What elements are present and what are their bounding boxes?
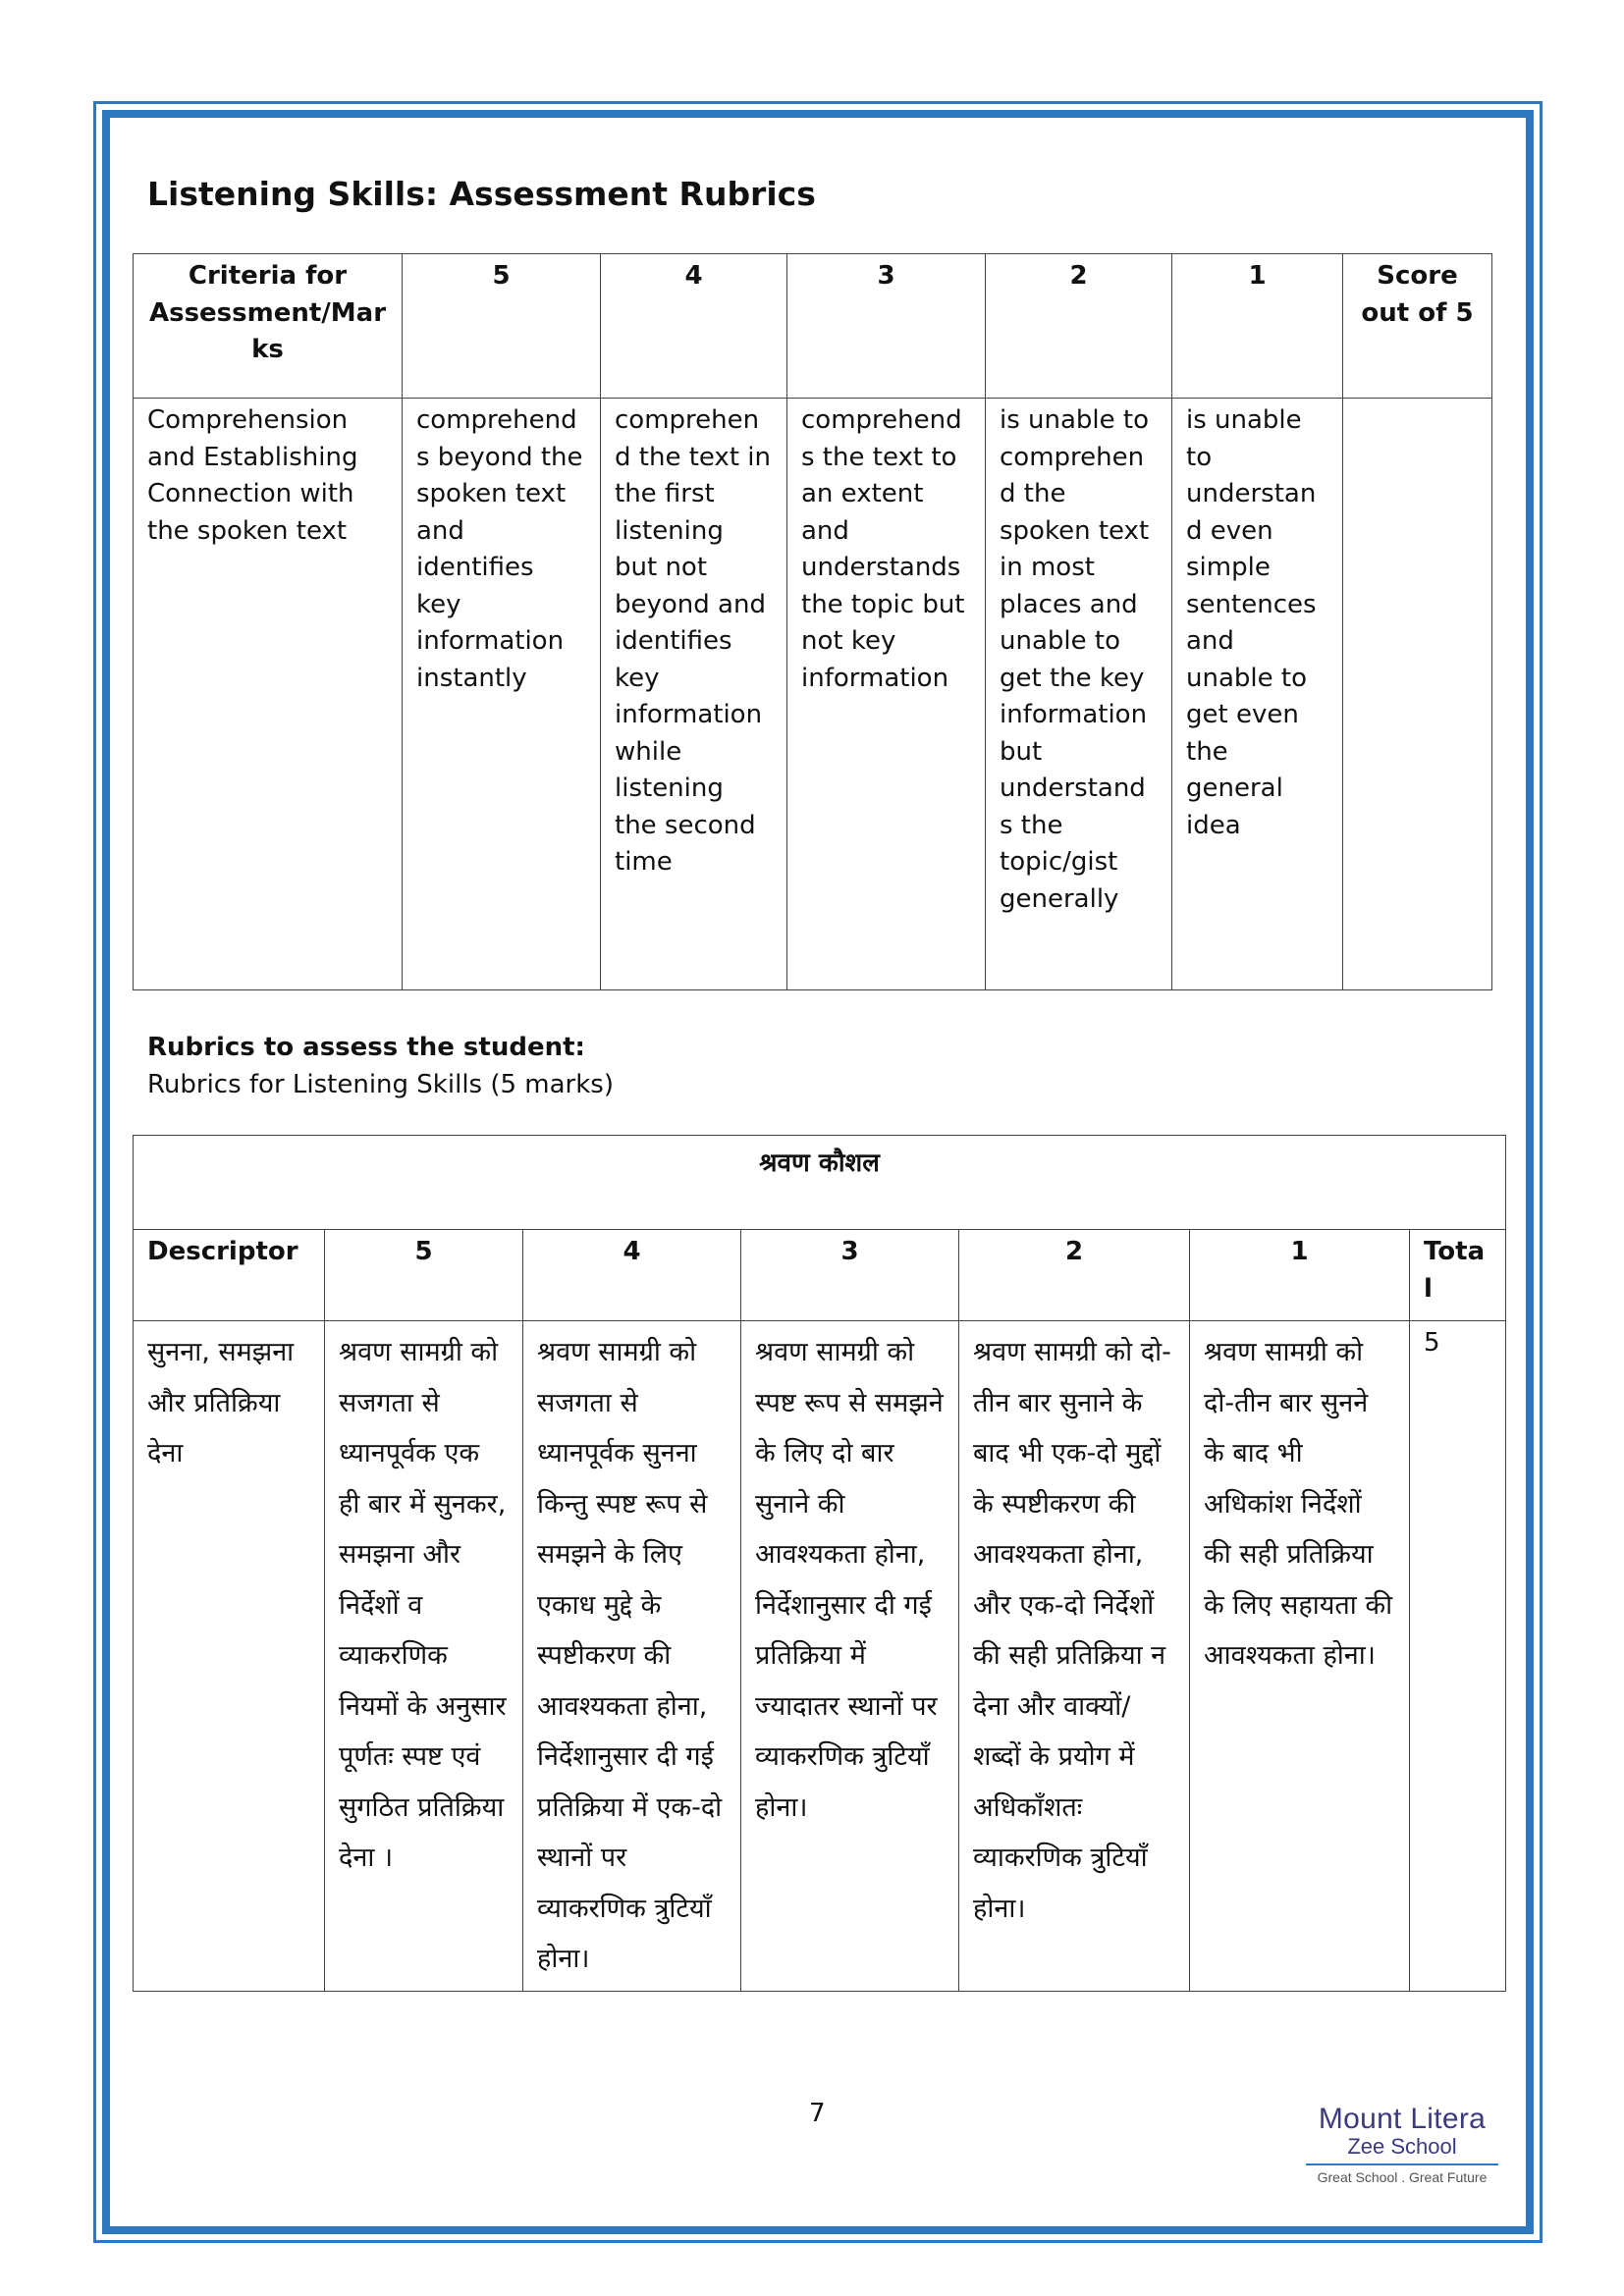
score-2-cell: श्रवण सामग्री को दो-तीन बार सुनाने के बाद भी एक-दो मुद्दों के स्पष्टीकरण की आवश्यकता होना, और एक-दो निर्देशों की सही प्रतिक्रिया न देना और वाक्यों/ शब्दों के प्रयोग में अधिकाँशतः व्याकरणिक त्रुटियाँ होना।	[959, 1321, 1190, 1992]
score-2-cell: is unable to comprehend the spoken text in most places and unable to get the key information but understands the topic/gist generally	[986, 399, 1172, 990]
column-header: 3	[787, 254, 986, 399]
column-header: 4	[601, 254, 787, 399]
rubrics-heading: Rubrics to assess the student:	[147, 1033, 585, 1062]
rubrics-subheading: Rubrics for Listening Skills (5 marks)	[147, 1070, 614, 1099]
logo-divider	[1306, 2163, 1498, 2165]
column-header: 2	[986, 254, 1172, 399]
score-1-cell: श्रवण सामग्री को दो-तीन बार सुनने के बाद भी अधिकांश निर्देशों की सही प्रतिक्रिया के लिए सहायता की आवश्यकता होना।	[1190, 1321, 1410, 1992]
criteria-cell: Comprehension and Establishing Connection with the spoken text	[134, 399, 403, 990]
logo-tagline: Great School . Great Future	[1317, 2169, 1488, 2185]
column-header: 3	[741, 1230, 959, 1321]
column-header: Descriptor	[134, 1230, 325, 1321]
score-3-cell: श्रवण सामग्री को स्पष्ट रूप से समझने के लिए दो बार सुनाने की आवश्यकता होना, निर्देशानुसार दी गई प्रतिक्रिया में ज्यादातर स्थानों पर व्याकरणिक त्रुटियाँ होना।	[741, 1321, 959, 1992]
column-header: 1	[1172, 254, 1343, 399]
logo-school: Zee School	[1347, 2134, 1457, 2159]
table-header-row	[134, 254, 1492, 399]
column-header: 2	[959, 1230, 1190, 1321]
score-1-cell: is unable to understand even simple sentences and unable to get even the general idea	[1172, 399, 1343, 990]
hindi-rubric-table	[133, 1135, 1506, 1992]
table-row	[134, 399, 1492, 990]
column-header: Score out of 5	[1343, 254, 1492, 399]
page-number: 7	[809, 2099, 826, 2128]
descriptor-cell: सुनना, समझना और प्रतिक्रिया देना	[134, 1321, 325, 1992]
table-title: श्रवण कौशल	[134, 1136, 1506, 1230]
column-header: 4	[523, 1230, 741, 1321]
column-header: Total	[1410, 1230, 1506, 1321]
column-header: 1	[1190, 1230, 1410, 1321]
table-title-row	[134, 1136, 1506, 1230]
column-header: 5	[403, 254, 601, 399]
column-header: Criteria for Assessment/Marks	[134, 254, 403, 399]
table-header-row	[134, 1230, 1506, 1321]
score-out-of-5-cell	[1343, 399, 1492, 990]
score-5-cell: comprehends beyond the spoken text and identifies key information instantly	[403, 399, 601, 990]
score-4-cell: श्रवण सामग्री को सजगता से ध्यानपूर्वक सुनना किन्तु स्पष्ट रूप से समझने के लिए एकाध मुद्दे के स्पष्टीकरण की आवश्यकता होना, निर्देशानुसार दी गई प्रतिक्रिया में एक-दो स्थानों पर व्याकरणिक त्रुटियाँ होना।	[523, 1321, 741, 1992]
column-header: 5	[325, 1230, 523, 1321]
logo-name: Mount Litera	[1318, 2103, 1487, 2135]
table-row	[134, 1321, 1506, 1992]
page-title: Listening Skills: Assessment Rubrics	[147, 175, 816, 213]
score-3-cell: comprehends the text to an extent and understands the topic but not key information	[787, 399, 986, 990]
score-4-cell: comprehend the text in the first listening but not beyond and identifies key information while listening the second time	[601, 399, 787, 990]
total-cell: 5	[1410, 1321, 1506, 1992]
score-5-cell: श्रवण सामग्री को सजगता से ध्यानपूर्वक एक ही बार में सुनकर, समझना और निर्देशों व व्याकरणिक नियमों के अनुसार पूर्णतः स्पष्ट एवं सुगठित प्रतिक्रिया देना ।	[325, 1321, 523, 1992]
school-logo	[1306, 2103, 1498, 2185]
assessment-rubric-table	[133, 253, 1492, 990]
